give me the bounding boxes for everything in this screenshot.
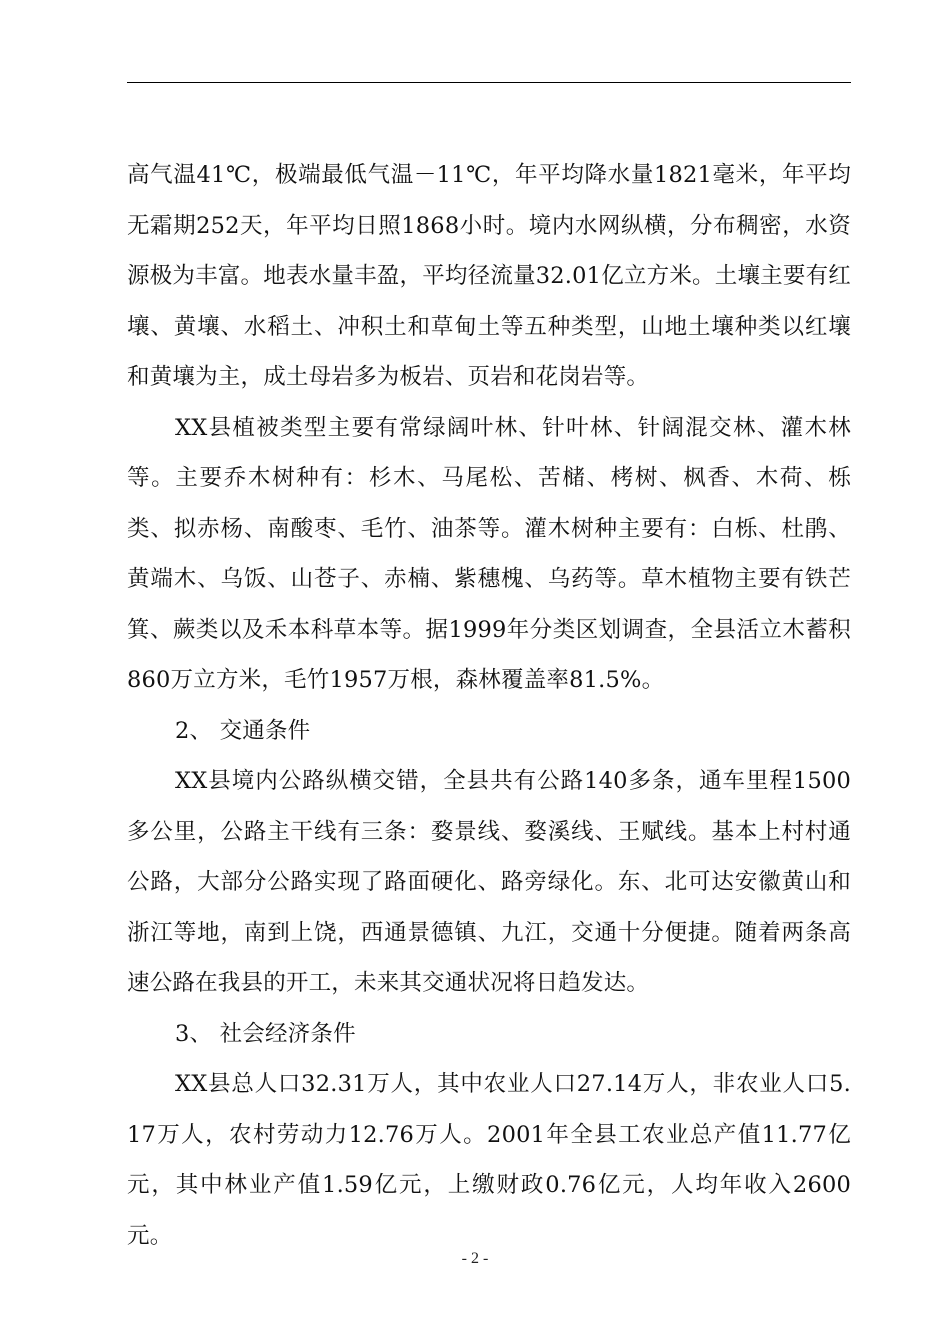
section-heading-transport: 2、 交通条件	[175, 717, 311, 744]
section-heading-socioeconomic: 3、 社会经济条件	[175, 1020, 356, 1047]
vegetation-paragraph: XX县植被类型主要有常绿阔叶林、针叶林、针阔混交林、灌木林等。主要乔木树种有：杉木、马尾松、苦槠、栲树、枫香、木荷、栎类、拟赤杨、南酸枣、毛竹、油茶等。灌木树种主要有：白栎、杜鹃、黄端木、乌饭、山苍子、赤楠、紫穗槐、乌药等。草木植物主要有铁芒箕、蕨类以及禾本科草本等。据1999年分类区划调查，全县活立木蓄积860万立方米，毛竹1957万根，森林覆盖率81.5%。	[127, 414, 851, 693]
page-number: - 2 -	[461, 1250, 489, 1267]
transport-paragraph: XX县境内公路纵横交错，全县共有公路140多条，通车里程1500多公里，公路主干线有三条：婺景线、婺溪线、王赋线。基本上村村通公路，大部分公路实现了路面硬化、路旁绿化。东、北可达安徽黄山和浙江等地，南到上饶，西通景德镇、九江，交通十分便捷。随着两条高速公路在我县的开工，未来其交通状况将日趋发达。	[127, 768, 851, 996]
document-body	[127, 150, 851, 1261]
socioeconomic-paragraph: XX县总人口32.31万人，其中农业人口27.14万人，非农业人口5.17万人，农村劳动力12.76万人。2001年全县工农业总产值11.77亿元，其中林业产值1.59亿元，上缴财政0.76亿元，人均年收入2600元。	[127, 1071, 851, 1249]
climate-paragraph: 高气温41℃，极端最低气温－11℃，年平均降水量1821毫米，年平均无霜期252天，年平均日照1868小时。境内水网纵横，分布稠密，水资源极为丰富。地表水量丰盈，平均径流量32.01亿立方米。土壤主要有红壤、黄壤、水稻土、冲积土和草甸土等五种类型，山地土壤种类以红壤和黄壤为主，成土母岩多为板岩、页岩和花岗岩等。	[127, 162, 851, 390]
header-rule	[127, 82, 851, 83]
